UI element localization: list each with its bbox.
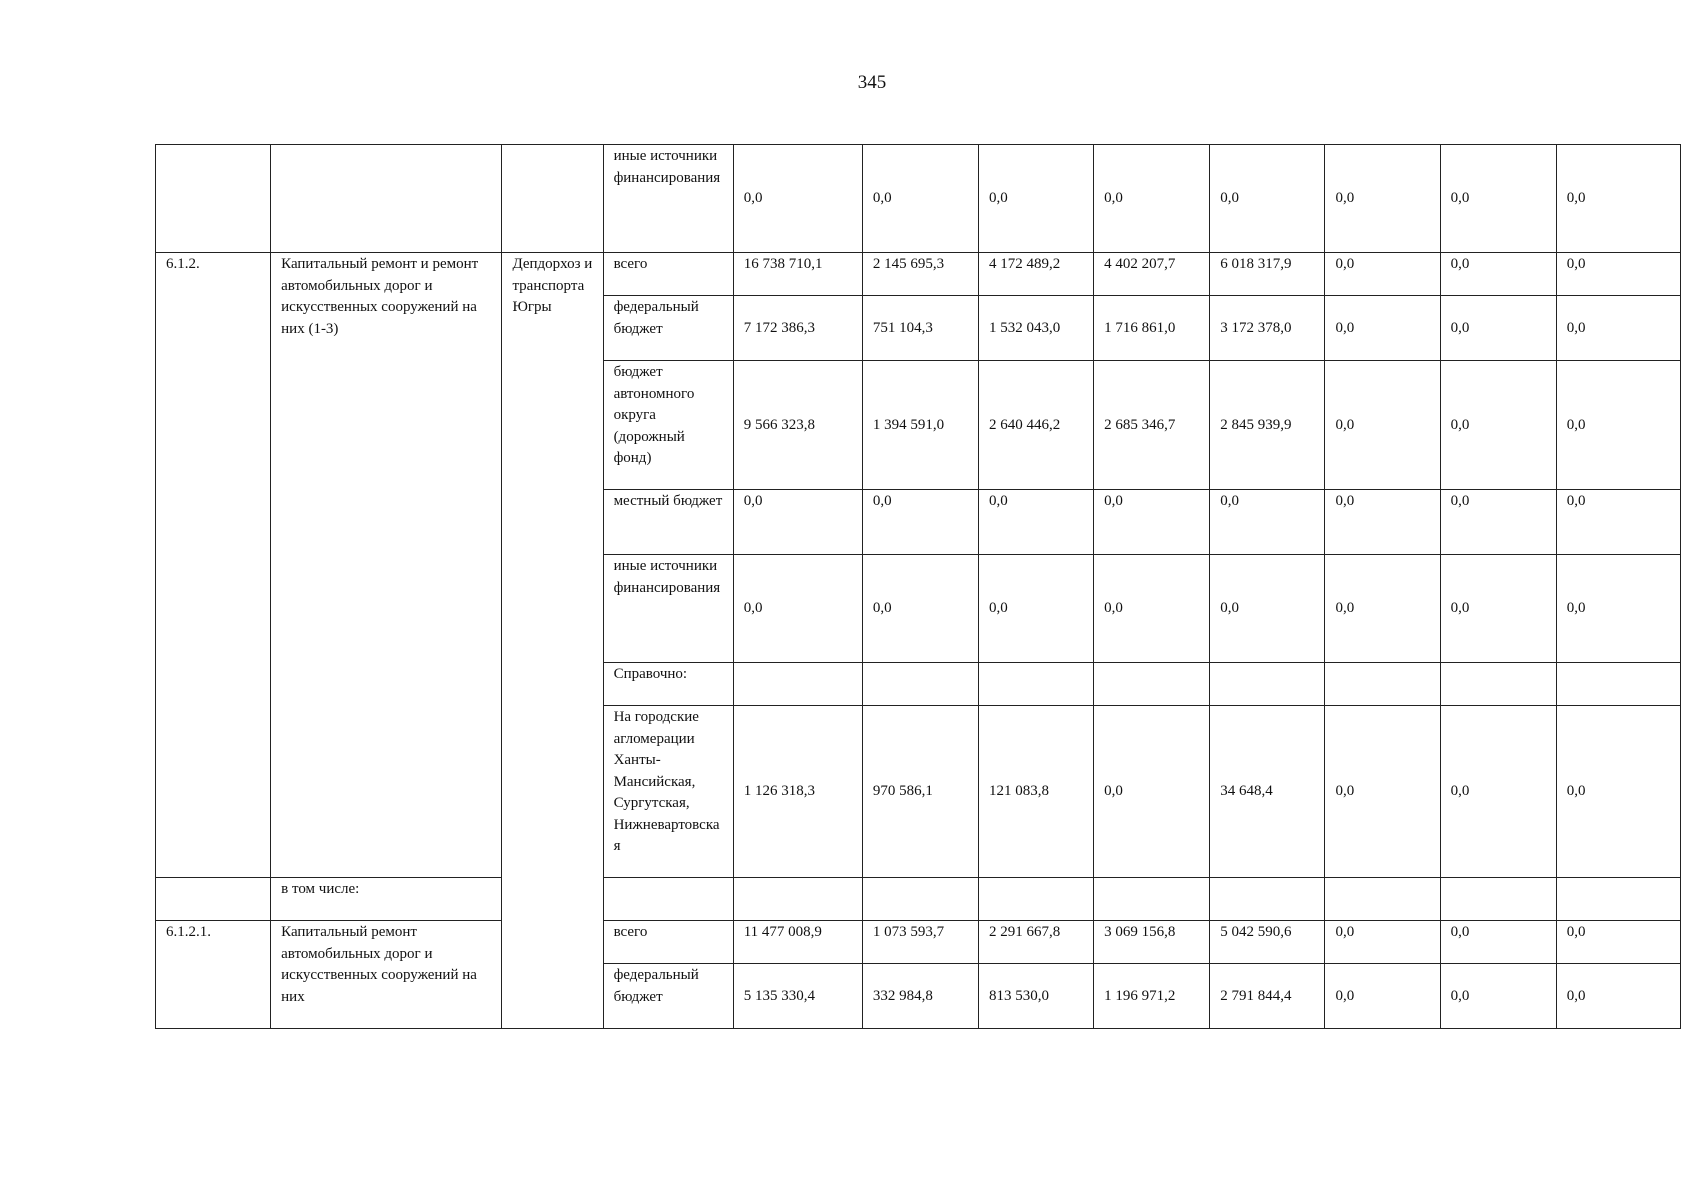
row-number-cell: 6.1.2.1. bbox=[156, 921, 271, 1029]
value-cell: 121 083,8 bbox=[979, 706, 1094, 878]
table-row bbox=[156, 921, 1681, 964]
value-cell bbox=[1440, 878, 1556, 921]
value-cell: 0,0 bbox=[1556, 253, 1680, 296]
value-cell bbox=[1325, 663, 1440, 706]
value-cell: 0,0 bbox=[1210, 145, 1325, 253]
value-cell: 0,0 bbox=[1325, 253, 1440, 296]
value-cell: 813 530,0 bbox=[979, 964, 1094, 1029]
value-cell: 6 018 317,9 bbox=[1210, 253, 1325, 296]
value-cell: 16 738 710,1 bbox=[733, 253, 862, 296]
value-cell: 3 069 156,8 bbox=[1094, 921, 1210, 964]
activity-name-cell: Капитальный ремонт и ремонт автомобильных дорог и искусственных сооружений на них (1-3) bbox=[271, 253, 502, 878]
funding-source-cell: всего bbox=[603, 253, 733, 296]
value-cell bbox=[1556, 878, 1680, 921]
value-cell: 0,0 bbox=[1440, 706, 1556, 878]
value-cell: 11 477 008,9 bbox=[733, 921, 862, 964]
value-cell: 0,0 bbox=[1556, 490, 1680, 555]
value-cell bbox=[862, 878, 978, 921]
value-cell: 0,0 bbox=[1440, 490, 1556, 555]
value-cell: 5 135 330,4 bbox=[733, 964, 862, 1029]
value-cell: 0,0 bbox=[1325, 921, 1440, 964]
value-cell: 0,0 bbox=[862, 145, 978, 253]
value-cell: 0,0 bbox=[1440, 921, 1556, 964]
value-cell: 34 648,4 bbox=[1210, 706, 1325, 878]
value-cell: 3 172 378,0 bbox=[1210, 296, 1325, 361]
value-cell: 0,0 bbox=[1094, 555, 1210, 663]
value-cell: 0,0 bbox=[1440, 253, 1556, 296]
value-cell: 1 073 593,7 bbox=[862, 921, 978, 964]
value-cell: 332 984,8 bbox=[862, 964, 978, 1029]
value-cell: 0,0 bbox=[1556, 921, 1680, 964]
value-cell: 7 172 386,3 bbox=[733, 296, 862, 361]
value-cell: 2 845 939,9 bbox=[1210, 361, 1325, 490]
value-cell: 0,0 bbox=[1325, 361, 1440, 490]
value-cell: 1 716 861,0 bbox=[1094, 296, 1210, 361]
financing-table bbox=[155, 144, 1681, 1029]
value-cell: 5 042 590,6 bbox=[1210, 921, 1325, 964]
value-cell: 0,0 bbox=[1325, 964, 1440, 1029]
value-cell: 0,0 bbox=[1556, 964, 1680, 1029]
value-cell: 4 172 489,2 bbox=[979, 253, 1094, 296]
executor-cell: Депдорхоз и транспорта Югры bbox=[502, 253, 603, 1029]
value-cell: 0,0 bbox=[733, 490, 862, 555]
funding-source-cell: федеральный бюджет bbox=[603, 964, 733, 1029]
value-cell: 2 791 844,4 bbox=[1210, 964, 1325, 1029]
table-row bbox=[156, 253, 1681, 296]
value-cell: 1 532 043,0 bbox=[979, 296, 1094, 361]
value-cell: 0,0 bbox=[1094, 145, 1210, 253]
value-cell: 0,0 bbox=[733, 555, 862, 663]
value-cell: 0,0 bbox=[1094, 706, 1210, 878]
value-cell: 0,0 bbox=[1440, 361, 1556, 490]
value-cell: 0,0 bbox=[1325, 706, 1440, 878]
funding-source-cell: местный бюджет bbox=[603, 490, 733, 555]
value-cell: 0,0 bbox=[1094, 490, 1210, 555]
value-cell bbox=[733, 663, 862, 706]
value-cell: 0,0 bbox=[1556, 361, 1680, 490]
row-number-cell bbox=[156, 878, 271, 921]
value-cell bbox=[979, 878, 1094, 921]
value-cell: 0,0 bbox=[1325, 145, 1440, 253]
table-row bbox=[156, 145, 1681, 253]
executor-cell bbox=[502, 145, 603, 253]
value-cell: 0,0 bbox=[1440, 964, 1556, 1029]
value-cell: 1 394 591,0 bbox=[862, 361, 978, 490]
funding-source-cell: иные источники финансирования bbox=[603, 555, 733, 663]
value-cell: 4 402 207,7 bbox=[1094, 253, 1210, 296]
value-cell bbox=[1325, 878, 1440, 921]
funding-source-cell bbox=[603, 878, 733, 921]
funding-source-cell: Справочно: bbox=[603, 663, 733, 706]
value-cell: 0,0 bbox=[979, 490, 1094, 555]
value-cell: 0,0 bbox=[1210, 555, 1325, 663]
value-cell: 0,0 bbox=[862, 490, 978, 555]
value-cell: 0,0 bbox=[1556, 706, 1680, 878]
value-cell: 0,0 bbox=[862, 555, 978, 663]
value-cell: 2 640 446,2 bbox=[979, 361, 1094, 490]
row-number-cell bbox=[156, 145, 271, 253]
value-cell: 970 586,1 bbox=[862, 706, 978, 878]
value-cell bbox=[979, 663, 1094, 706]
value-cell: 0,0 bbox=[1556, 555, 1680, 663]
value-cell bbox=[1440, 663, 1556, 706]
value-cell: 1 196 971,2 bbox=[1094, 964, 1210, 1029]
value-cell: 0,0 bbox=[1556, 145, 1680, 253]
funding-source-cell: иные источники финансирования bbox=[603, 145, 733, 253]
funding-source-cell: федеральный бюджет bbox=[603, 296, 733, 361]
value-cell: 0,0 bbox=[979, 145, 1094, 253]
value-cell: 0,0 bbox=[1440, 296, 1556, 361]
value-cell: 0,0 bbox=[733, 145, 862, 253]
value-cell: 1 126 318,3 bbox=[733, 706, 862, 878]
row-number-cell: 6.1.2. bbox=[156, 253, 271, 878]
value-cell: 0,0 bbox=[1556, 296, 1680, 361]
value-cell: 0,0 bbox=[1325, 490, 1440, 555]
value-cell bbox=[1094, 663, 1210, 706]
value-cell: 2 291 667,8 bbox=[979, 921, 1094, 964]
value-cell bbox=[733, 878, 862, 921]
activity-name-cell: Капитальный ремонт автомобильных дорог и искусственных сооружений на них bbox=[271, 921, 502, 1029]
table-row bbox=[156, 878, 1681, 921]
value-cell bbox=[1210, 878, 1325, 921]
value-cell: 0,0 bbox=[1440, 555, 1556, 663]
funding-source-cell: всего bbox=[603, 921, 733, 964]
funding-source-cell: На городские агломерации Ханты-Мансийская, Сургутская, Нижневартовская bbox=[603, 706, 733, 878]
value-cell: 2 145 695,3 bbox=[862, 253, 978, 296]
value-cell: 751 104,3 bbox=[862, 296, 978, 361]
activity-name-cell bbox=[271, 145, 502, 253]
funding-source-cell: бюджет автономного округа (дорожный фонд) bbox=[603, 361, 733, 490]
value-cell: 0,0 bbox=[1440, 145, 1556, 253]
value-cell bbox=[862, 663, 978, 706]
value-cell: 0,0 bbox=[979, 555, 1094, 663]
activity-name-cell: в том числе: bbox=[271, 878, 502, 921]
value-cell: 9 566 323,8 bbox=[733, 361, 862, 490]
value-cell bbox=[1094, 878, 1210, 921]
value-cell: 0,0 bbox=[1325, 555, 1440, 663]
value-cell bbox=[1556, 663, 1680, 706]
value-cell: 2 685 346,7 bbox=[1094, 361, 1210, 490]
value-cell bbox=[1210, 663, 1325, 706]
value-cell: 0,0 bbox=[1325, 296, 1440, 361]
page-number: 345 bbox=[857, 72, 887, 93]
value-cell: 0,0 bbox=[1210, 490, 1325, 555]
